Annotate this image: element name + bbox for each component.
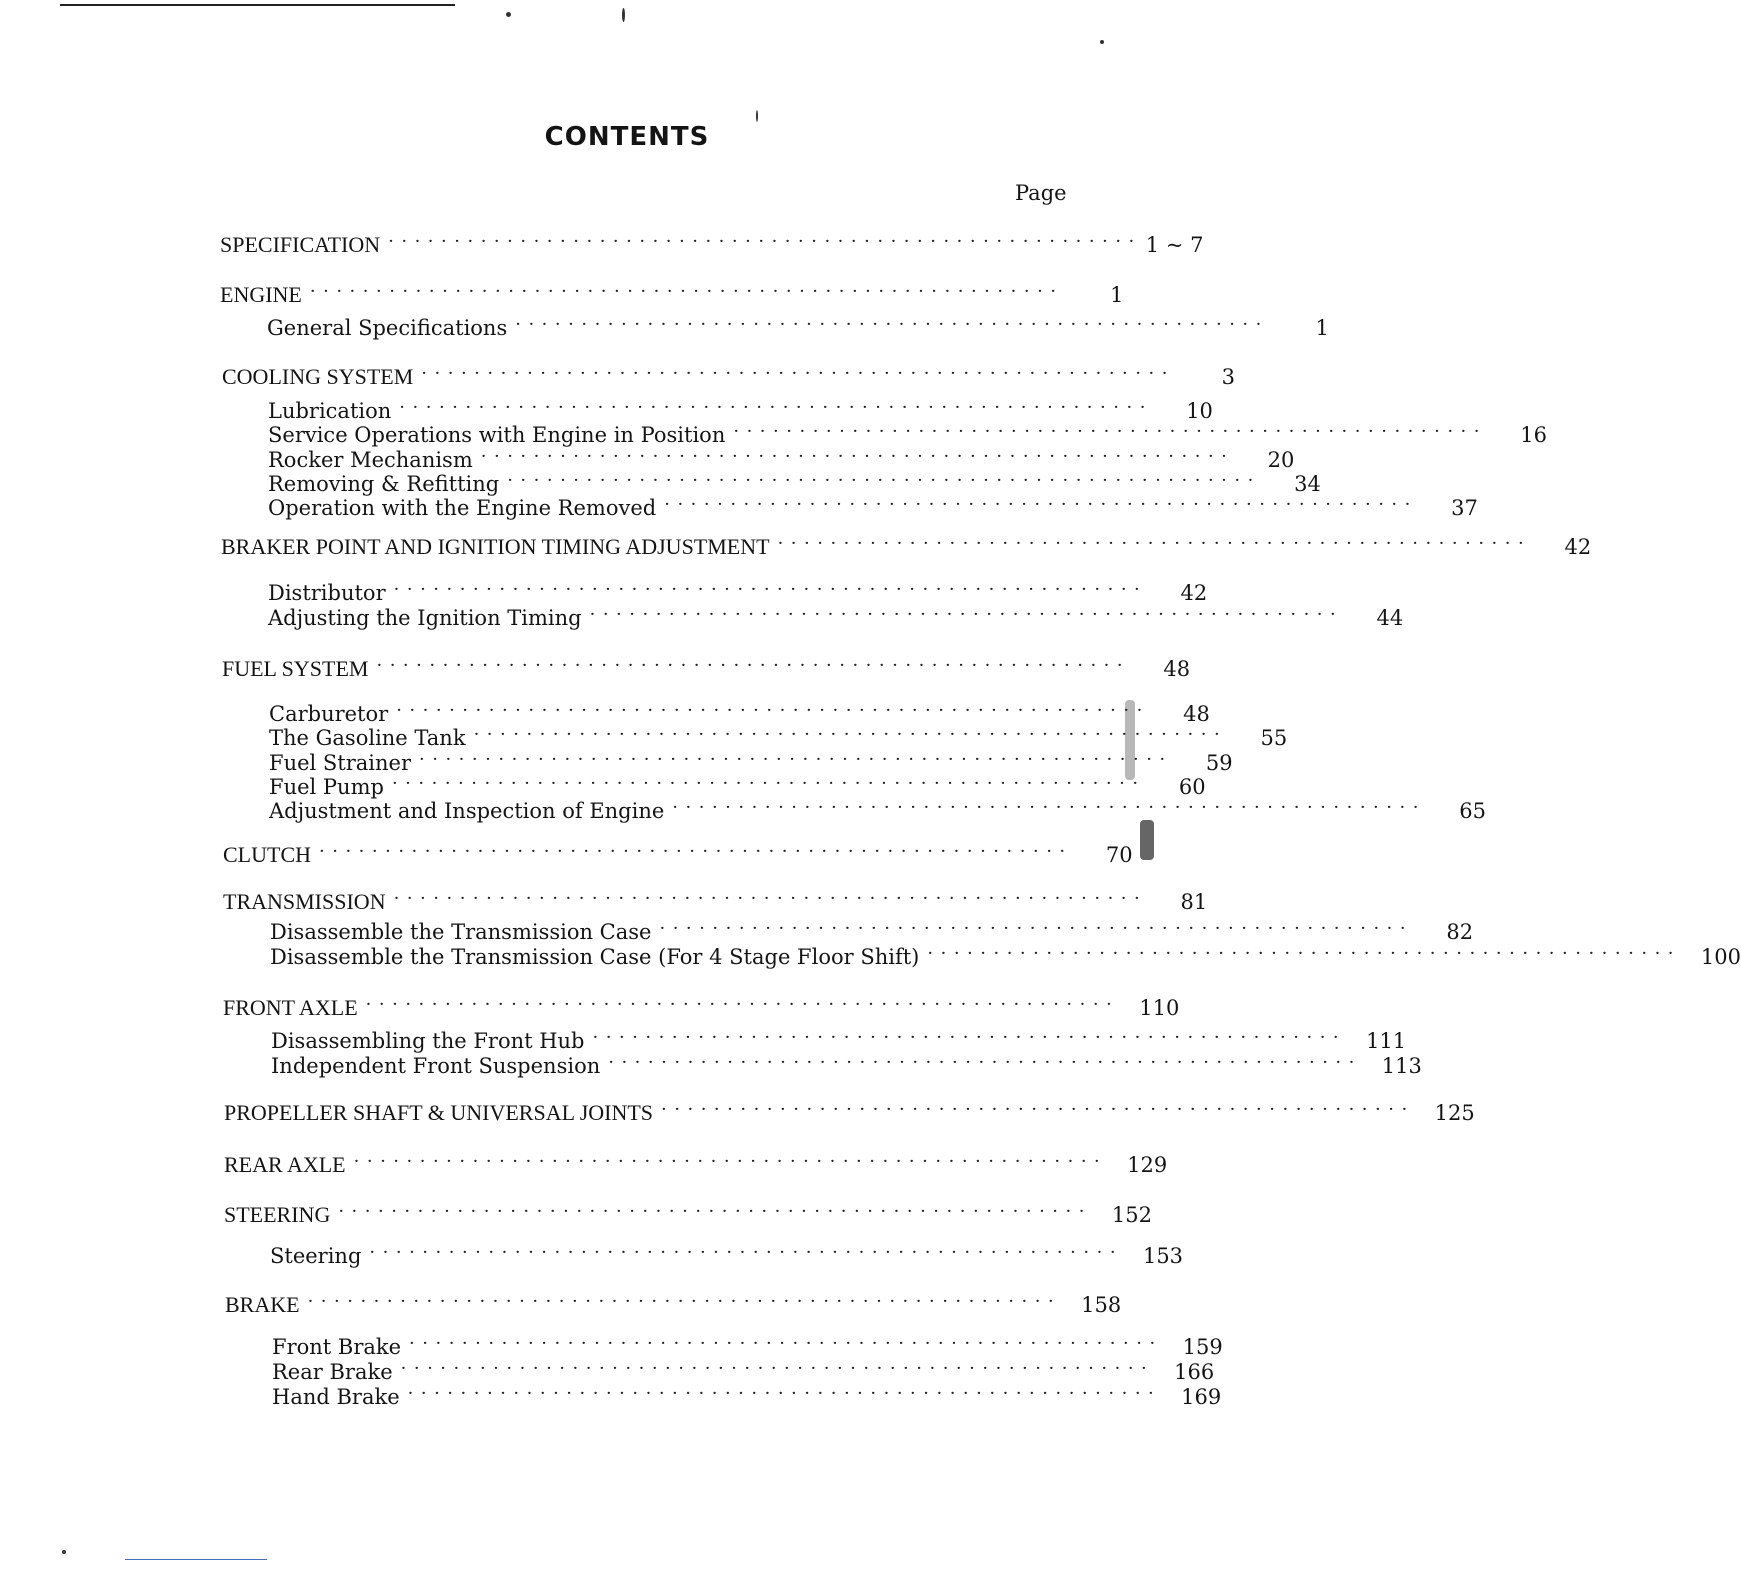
scan-speck xyxy=(756,110,758,122)
toc-entry-title: General Specifications xyxy=(267,316,508,340)
toc-entry xyxy=(223,887,1208,914)
toc-entry-page: 44 xyxy=(1376,606,1404,630)
toc-entry-title: Rear Brake xyxy=(272,1360,393,1384)
toc-entry xyxy=(271,1051,1422,1078)
toc-entry-page: 42 xyxy=(1564,535,1592,559)
toc-entry xyxy=(269,748,1233,775)
toc-entry-page: 20 xyxy=(1267,448,1295,472)
toc-entry-title: STEERING xyxy=(224,1202,331,1227)
toc-entry xyxy=(223,993,1180,1020)
toc-entry-title: ENGINE xyxy=(220,282,302,307)
toc-entry xyxy=(268,578,1208,605)
dot-leader: ························································· xyxy=(376,655,1131,676)
toc-entry-page: 10 xyxy=(1186,399,1213,423)
toc-entry-title: Disassemble the Transmission Case (For 4 Stage Floor Shift) xyxy=(270,945,920,969)
dot-leader: ························································· xyxy=(407,1383,1162,1404)
toc-entry xyxy=(223,840,1133,867)
toc-entry xyxy=(268,420,1547,447)
toc-entry xyxy=(222,362,1235,389)
toc-entry xyxy=(270,942,1741,969)
toc-entry-title: Removing & Refitting xyxy=(268,472,500,496)
toc-entry-title: Adjusting the Ignition Timing xyxy=(268,606,582,630)
toc-entry-title: Disassembling the Front Hub xyxy=(271,1029,585,1053)
top-rule xyxy=(60,4,455,6)
toc-entry-page: 42 xyxy=(1180,581,1208,605)
toc-entry-page: 166 xyxy=(1174,1360,1215,1384)
toc-entry-title: Carburetor xyxy=(269,702,389,726)
dot-leader: ························································· xyxy=(733,421,1487,442)
toc-entry xyxy=(272,1332,1223,1359)
dot-leader: ························································· xyxy=(927,943,1682,964)
toc-entry xyxy=(268,469,1321,496)
dot-leader: ························································· xyxy=(369,1242,1124,1263)
toc-entry-page: 16 xyxy=(1520,423,1547,447)
dot-leader: ························································· xyxy=(338,1201,1092,1222)
toc-entry-title: BRAKE xyxy=(225,1292,300,1317)
dot-leader: ························································· xyxy=(409,1333,1163,1354)
dot-leader: ························································· xyxy=(419,749,1173,770)
toc-entry-title: Fuel Strainer xyxy=(269,751,412,775)
toc-entry-page: 152 xyxy=(1111,1203,1152,1227)
dot-leader: ························································· xyxy=(507,470,1261,491)
toc-entry xyxy=(269,796,1486,823)
toc-entry-page: 159 xyxy=(1182,1335,1223,1359)
dot-leader: ························································· xyxy=(661,1099,1415,1120)
toc-entry-page: 48 xyxy=(1163,657,1191,681)
page-title: CONTENTS xyxy=(544,122,710,152)
toc-entry xyxy=(268,603,1404,630)
toc-entry-page: 158 xyxy=(1081,1293,1122,1317)
dot-leader: ························································· xyxy=(592,1027,1347,1048)
toc-entry-title: PROPELLER SHAFT & UNIVERSAL JOINTS xyxy=(224,1100,654,1125)
toc-entry-page: 3 xyxy=(1221,365,1235,389)
toc-entry-title: Adjustment and Inspection of Engine xyxy=(269,799,665,823)
toc-entry xyxy=(225,1290,1122,1317)
scan-speck xyxy=(622,8,625,22)
toc-entry xyxy=(269,772,1206,799)
dot-leader: ························································· xyxy=(659,918,1414,939)
scan-speck xyxy=(506,12,511,17)
dot-leader: ························································· xyxy=(421,363,1175,384)
dot-leader: ························································· xyxy=(309,281,1064,302)
toc-entry-title: Operation with the Engine Removed xyxy=(268,496,657,520)
toc-entry-title: TRANSMISSION xyxy=(223,889,386,914)
dot-leader: ························································· xyxy=(307,1291,1062,1312)
toc-entry xyxy=(271,1026,1407,1053)
toc-entry-page: 70 xyxy=(1105,843,1133,867)
toc-entry-title: Fuel Pump xyxy=(269,775,384,799)
dot-leader: ························································· xyxy=(589,604,1344,625)
scan-speck xyxy=(1140,820,1154,860)
toc-entry xyxy=(270,917,1474,944)
toc-entry-title: SPECIFICATION xyxy=(220,232,381,257)
dot-leader: ························································· xyxy=(400,1358,1155,1379)
dot-leader: ························································· xyxy=(365,994,1120,1015)
toc-entry-title: FUEL SYSTEM xyxy=(222,656,369,681)
toc-entry xyxy=(270,1241,1184,1268)
toc-entry xyxy=(272,1357,1215,1384)
toc-entry xyxy=(221,532,1592,559)
dot-leader: ························································· xyxy=(608,1052,1362,1073)
toc-entry xyxy=(220,230,1204,257)
toc-entry xyxy=(267,313,1329,340)
toc-entry-title: Hand Brake xyxy=(272,1385,400,1409)
toc-entry-title: Front Brake xyxy=(272,1335,402,1359)
toc-entry-page: 81 xyxy=(1180,890,1208,914)
toc-entry-page: 169 xyxy=(1181,1385,1222,1409)
toc-entry xyxy=(224,1150,1168,1177)
dot-leader: ························································· xyxy=(393,579,1148,600)
scan-speck xyxy=(1100,40,1104,44)
dot-leader: ························································· xyxy=(473,724,1228,745)
toc-entry xyxy=(272,1382,1222,1409)
toc-entry-title: BRAKER POINT AND IGNITION TIMING ADJUSTMENT xyxy=(221,534,770,559)
toc-entry-page: 1 ~ 7 xyxy=(1145,233,1204,257)
page-column-heading: Page xyxy=(1015,181,1067,205)
toc-entry-title: Service Operations with Engine in Position xyxy=(268,423,726,447)
toc-entry xyxy=(224,1200,1152,1227)
toc-entry xyxy=(269,723,1288,750)
toc-entry xyxy=(268,396,1213,423)
dot-leader: ························································· xyxy=(672,797,1426,818)
toc-entry-title: FRONT AXLE xyxy=(223,995,358,1020)
toc-entry xyxy=(269,699,1210,726)
scan-speck xyxy=(62,1550,66,1554)
toc-entry-title: Lubrication xyxy=(268,399,392,423)
dot-leader: ························································· xyxy=(396,700,1150,721)
toc-entry-page: 100 xyxy=(1700,945,1741,969)
toc-entry xyxy=(268,493,1478,520)
toc-entry-title: The Gasoline Tank xyxy=(269,726,466,750)
toc-entry-title: REAR AXLE xyxy=(224,1152,346,1177)
toc-entry-page: 125 xyxy=(1434,1101,1475,1125)
dot-leader: ························································· xyxy=(393,888,1148,909)
toc-entry-page: 55 xyxy=(1260,726,1288,750)
toc-entry-title: Independent Front Suspension xyxy=(271,1054,601,1078)
toc-entry-page: 129 xyxy=(1127,1153,1168,1177)
dot-leader: ························································· xyxy=(515,314,1269,335)
toc-entry-page: 65 xyxy=(1459,799,1486,823)
dot-leader: ························································· xyxy=(777,533,1532,554)
toc-entry xyxy=(224,1098,1475,1125)
toc-entry-title: COOLING SYSTEM xyxy=(222,364,414,389)
dot-leader: ························································· xyxy=(480,446,1235,467)
toc-entry-page: 82 xyxy=(1446,920,1474,944)
toc-entry-title: Steering xyxy=(270,1244,362,1268)
toc-entry xyxy=(222,654,1191,681)
toc-entry xyxy=(268,445,1295,472)
dot-leader: ························································· xyxy=(319,841,1073,862)
toc-entry-page: 110 xyxy=(1139,996,1180,1020)
dot-leader: ························································· xyxy=(399,397,1153,418)
toc-entry-title: Distributor xyxy=(268,581,386,605)
toc-entry-page: 48 xyxy=(1183,702,1210,726)
toc-entry-title: Disassemble the Transmission Case xyxy=(270,920,652,944)
toc-entry-page: 113 xyxy=(1381,1054,1422,1078)
toc-entry-page: 153 xyxy=(1142,1244,1184,1268)
dot-leader: ························································· xyxy=(391,773,1146,794)
bottom-rule xyxy=(125,1559,267,1560)
toc-entry xyxy=(220,280,1124,307)
toc-entry-page: 59 xyxy=(1205,751,1233,775)
toc-entry-page: 1 xyxy=(1110,283,1124,307)
toc-entry-title: Rocker Mechanism xyxy=(268,448,473,472)
dot-leader: ························································· xyxy=(353,1151,1108,1172)
toc-entry-page: 1 xyxy=(1315,316,1329,340)
dot-leader: ························································· xyxy=(664,494,1418,515)
toc-entry-page: 60 xyxy=(1178,775,1206,799)
toc-entry-page: 37 xyxy=(1451,496,1478,520)
toc-entry-title: CLUTCH xyxy=(223,842,311,867)
toc-entry-page: 111 xyxy=(1366,1029,1407,1053)
dot-leader: ························································· xyxy=(388,231,1142,252)
toc-entry-page: 34 xyxy=(1294,472,1321,496)
